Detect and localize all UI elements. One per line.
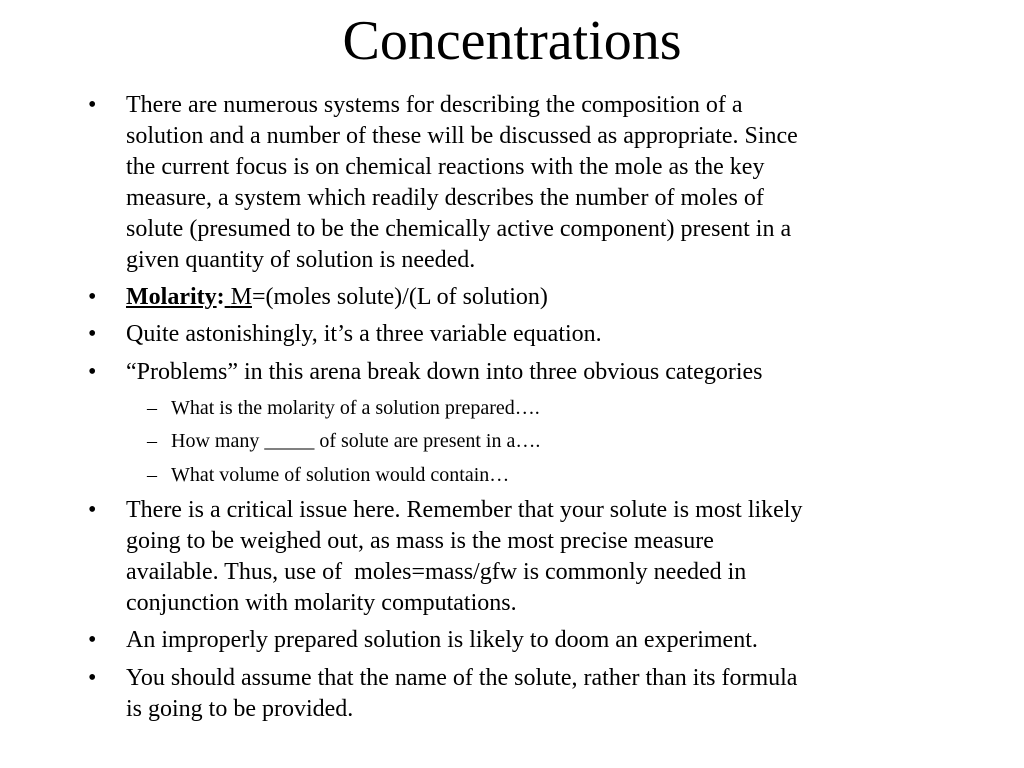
bullet-icon: • bbox=[88, 359, 97, 385]
colon: : bbox=[216, 284, 225, 310]
text-line: “Problems” in this arena break down into three obvious categories bbox=[126, 359, 763, 385]
sub-text: What is the molarity of a solution prepared…. bbox=[171, 397, 540, 419]
bullet-icon: • bbox=[88, 665, 97, 691]
text-line: An improperly prepared solution is likely to doom an experiment. bbox=[126, 627, 758, 653]
text-line: measure, a system which readily describes the number of moles of bbox=[126, 185, 764, 211]
slide-title: Concentrations bbox=[342, 10, 682, 72]
text-line: Quite astonishingly, it’s a three variable equation. bbox=[126, 321, 602, 347]
text-line: the current focus is on chemical reactions with the mole as the key bbox=[126, 154, 765, 180]
text-line: solute (presumed to be the chemically active component) present in a bbox=[126, 216, 792, 242]
bullet-icon: • bbox=[88, 321, 97, 347]
text-line: going to be weighed out, as mass is the most precise measure bbox=[126, 528, 714, 554]
text-line: solution and a number of these will be discussed as appropriate. Since bbox=[126, 123, 798, 149]
dash-icon: – bbox=[147, 397, 157, 419]
text-line: There are numerous systems for describing the composition of a bbox=[126, 92, 743, 118]
molarity-symbol: M bbox=[230, 284, 252, 310]
sub-text: How many _____ of solute are present in a…. bbox=[171, 430, 541, 452]
bullet-icon: • bbox=[88, 627, 97, 653]
text-line: There is a critical issue here. Remember that your solute is most likely bbox=[126, 497, 803, 523]
text-line: conjunction with molarity computations. bbox=[126, 590, 517, 616]
molarity-formula: =(moles solute)/(L of solution) bbox=[251, 284, 548, 310]
dash-icon: – bbox=[147, 430, 157, 452]
bullet-icon: • bbox=[88, 92, 97, 118]
text-line: is going to be provided. bbox=[126, 696, 354, 722]
bullet-icon: • bbox=[88, 284, 97, 310]
molarity-term: Molarity bbox=[126, 284, 217, 310]
sub-text: What volume of solution would contain… bbox=[171, 464, 510, 486]
dash-icon: – bbox=[147, 464, 157, 486]
bullet-icon: • bbox=[88, 497, 97, 523]
text-line: given quantity of solution is needed. bbox=[126, 247, 476, 273]
text-line: You should assume that the name of the solute, rather than its formula bbox=[126, 665, 798, 691]
text-line: available. Thus, use of moles=mass/gfw is commonly needed in bbox=[126, 559, 747, 585]
